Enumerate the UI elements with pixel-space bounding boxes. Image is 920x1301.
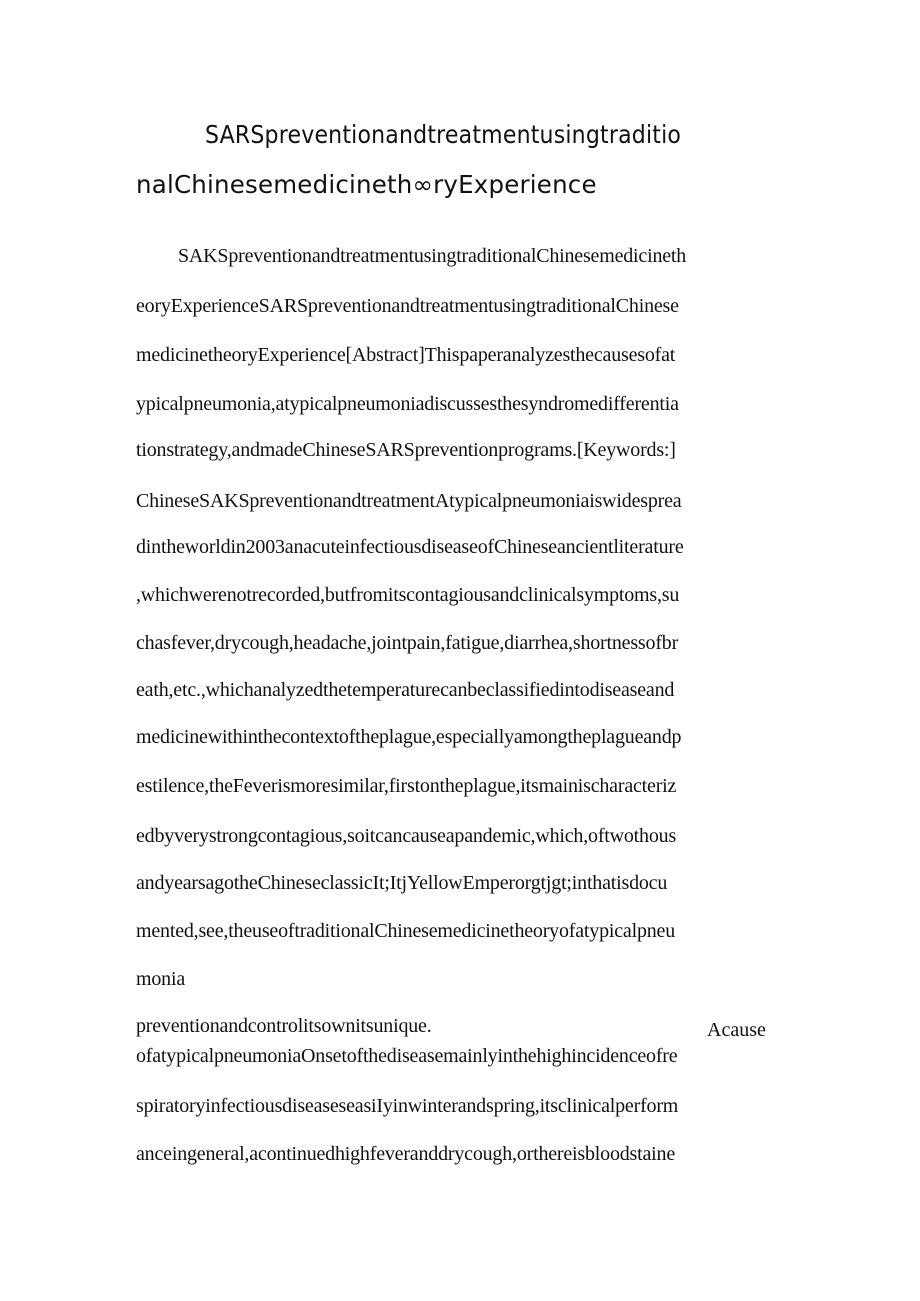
body-line: ofatypicalpneumoniaOnsetofthediseasemainlyinthehighincidenceofre bbox=[136, 1045, 678, 1067]
body-line: tionstrategy,andmadeChineseSARSpreventionprograms.[Keywords:] bbox=[136, 439, 676, 461]
body-line: andyearsagotheChineseclassicIt;ItjYellowEmperorgtjgt;inthatisdocu bbox=[136, 872, 668, 894]
section-heading-fragment: Acause bbox=[707, 1019, 766, 1041]
body-line: anceingeneral,acontinuedhighfeveranddrycough,orthereisbloodstaine bbox=[136, 1143, 676, 1165]
document-title-line-1: SARSpreventionandtreatmentusingtraditio bbox=[205, 120, 682, 149]
body-line: preventionandcontrolitsownitsunique. bbox=[136, 1015, 432, 1037]
body-line: ypicalpneumonia,atypicalpneumoniadiscussesthesyndromedifferentia bbox=[136, 393, 679, 415]
body-line: dintheworldin2003anacuteinfectiousdiseaseofChineseancientliterature bbox=[136, 536, 684, 558]
body-line: mented,see,theuseoftraditionalChinesemedicinetheoryofatypicalpneu bbox=[136, 920, 676, 942]
body-line: ,whichwerenotrecorded,butfromitscontagiousandclinicalsymptoms,su bbox=[136, 584, 680, 606]
body-line: ChineseSAKSpreventionandtreatmentAtypicalpneumoniaiswidesprea bbox=[136, 490, 682, 512]
body-line: spiratoryinfectiousdiseaseseasiIyinwinterandspring,itsclinicalperform bbox=[136, 1095, 679, 1117]
document-title-line-2: nalChinesemedicineth∞ryExperience bbox=[136, 170, 597, 199]
body-line: medicinetheoryExperience[Abstract]Thispaperanalyzesthecausesofat bbox=[136, 344, 676, 366]
body-line: eath,etc.,whichanalyzedthetemperaturecanbeclassifiedintodiseaseand bbox=[136, 679, 675, 701]
body-line: medicinewithinthecontextoftheplague,especiallyamongtheplagueandp bbox=[136, 726, 682, 748]
body-line: eoryExperienceSARSpreventionandtreatmentusingtraditionalChinese bbox=[136, 295, 679, 317]
body-line: edbyverystrongcontagious,soitcancauseapandemic,which,oftwothous bbox=[136, 825, 677, 847]
body-line: estilence,theFeverismoresimilar,firstontheplague,itsmainischaracteriz bbox=[136, 775, 677, 797]
body-line: SAKSpreventionandtreatmentusingtraditionalChinesemedicineth bbox=[178, 245, 687, 267]
body-line: chasfever,drycough,headache,jointpain,fatigue,diarrhea,shortnessofbr bbox=[136, 632, 679, 654]
body-line: monia bbox=[136, 968, 185, 990]
